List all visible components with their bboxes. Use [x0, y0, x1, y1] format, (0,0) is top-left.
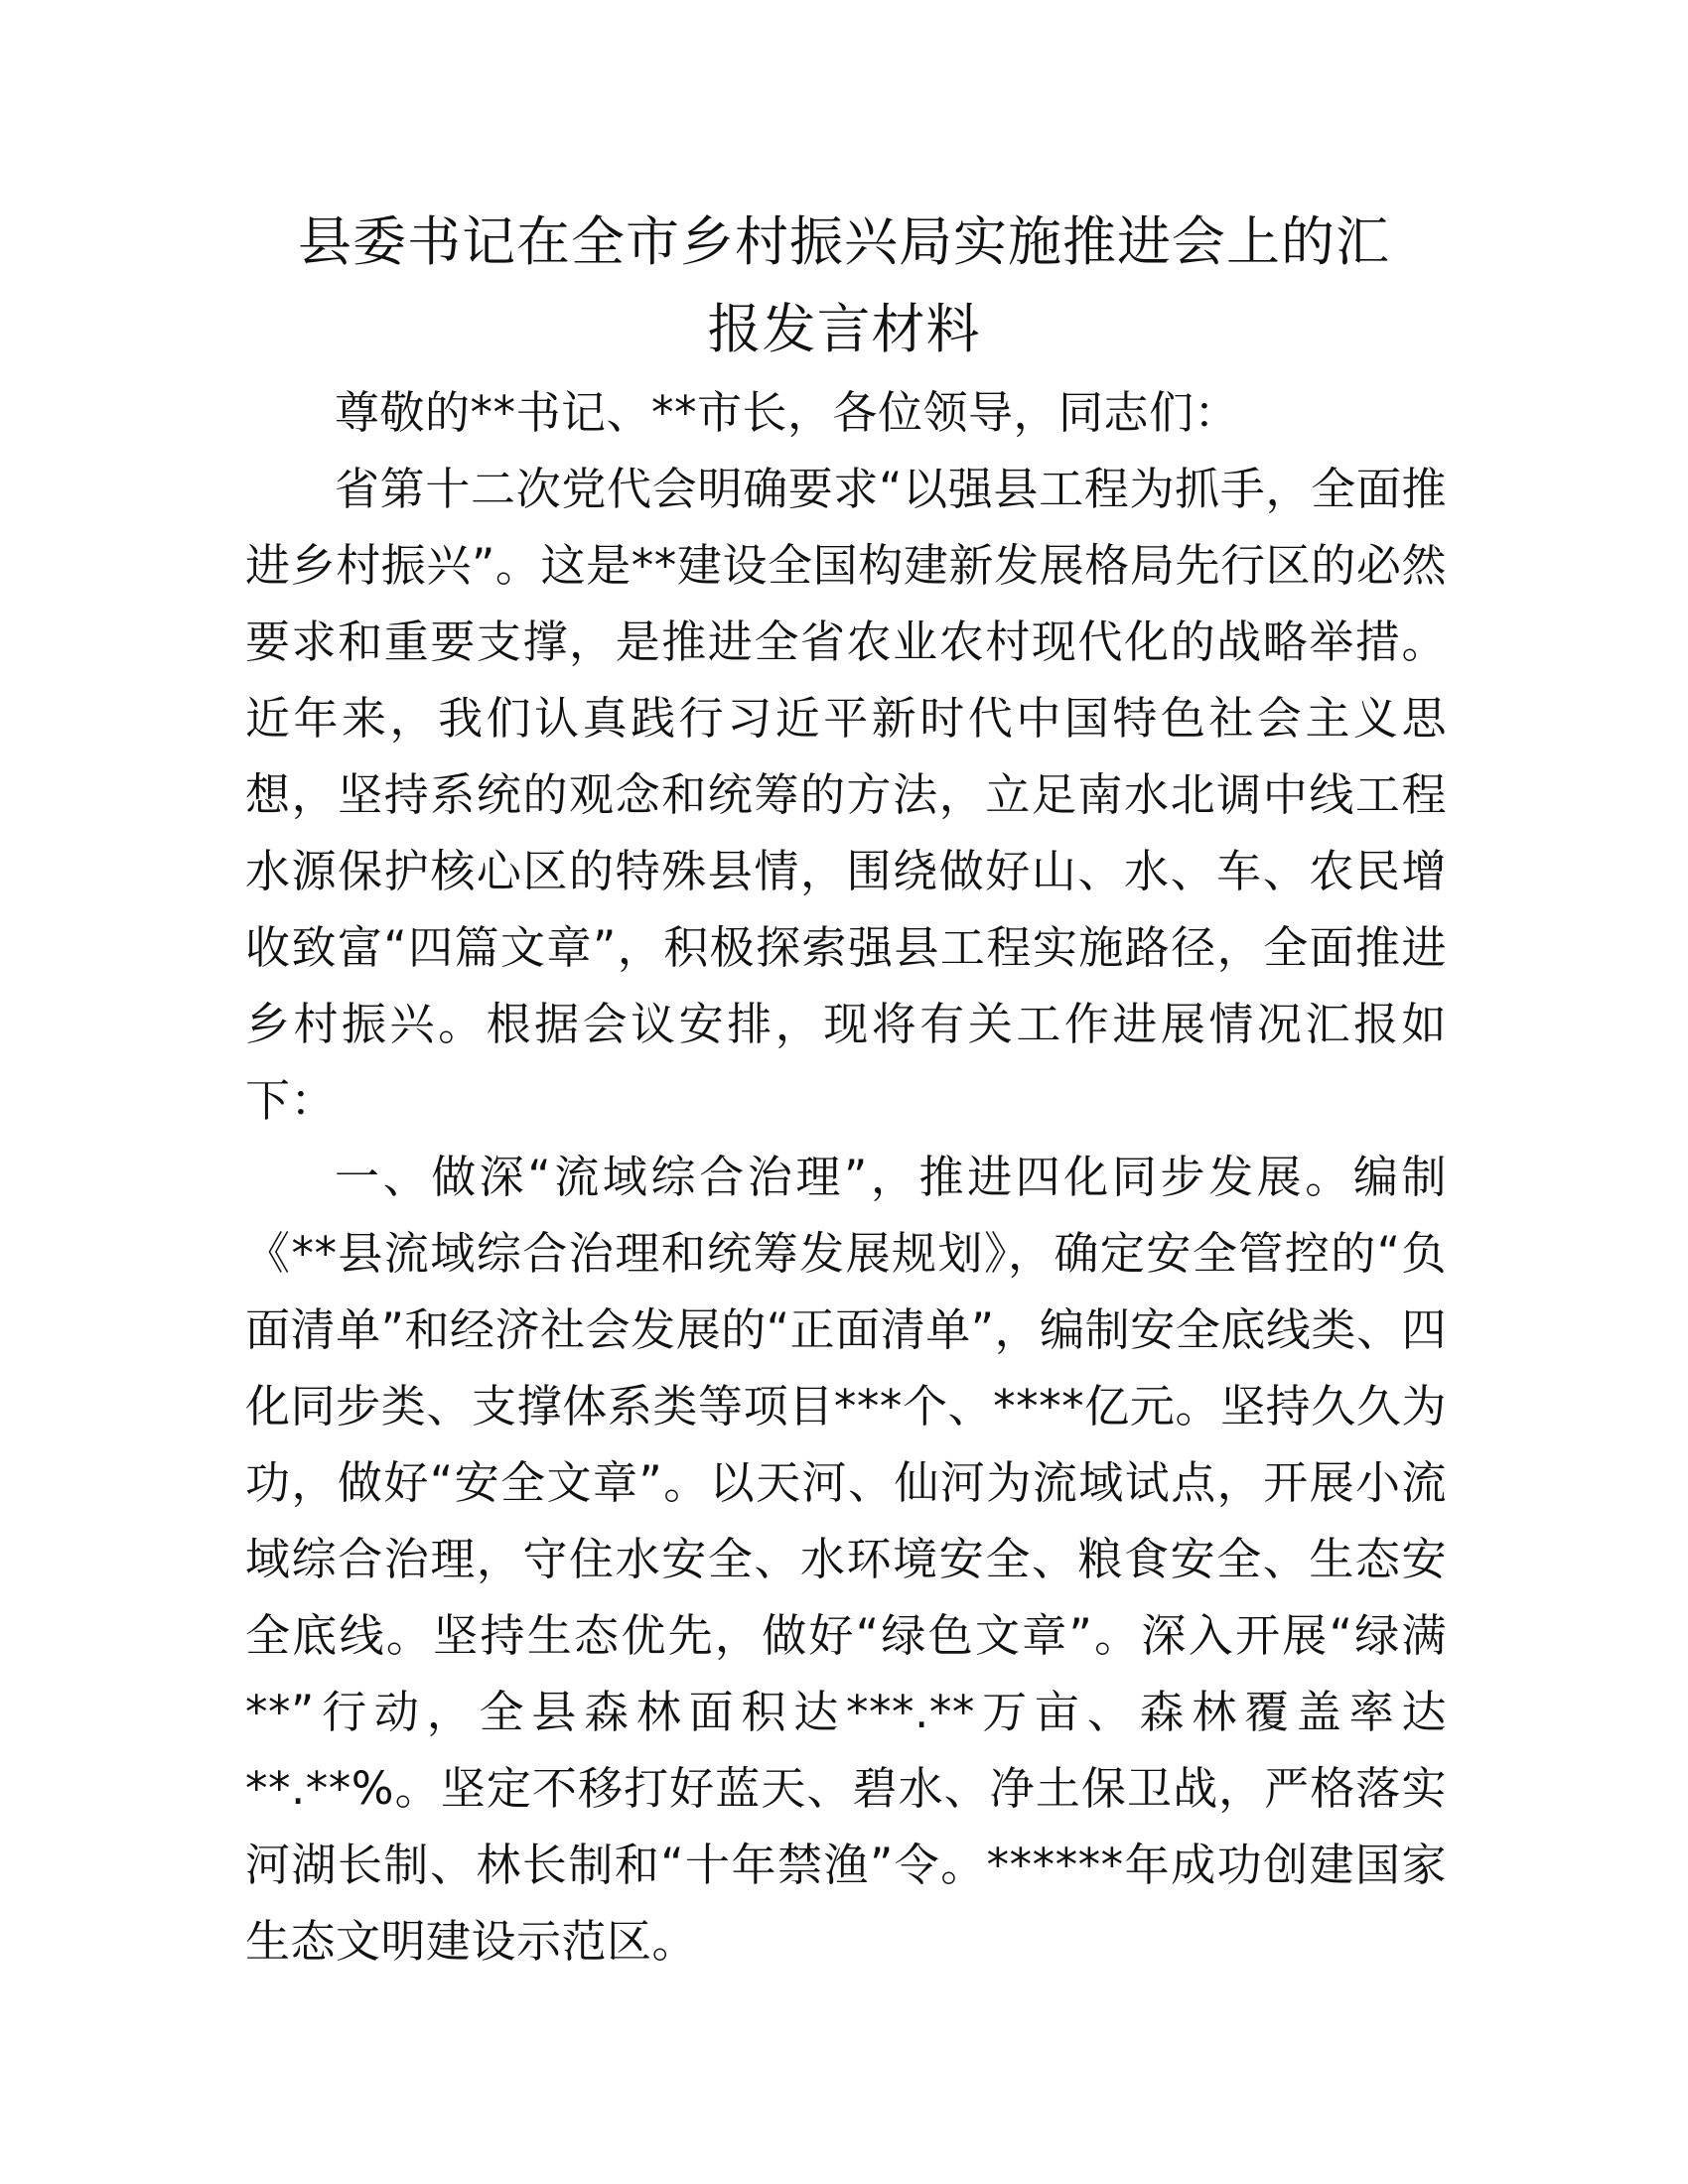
paragraph-intro: 省第十二次党代会明确要求“以强县工程为抓手，全面推进乡村振兴”。这是**建设全国构建新发展格局先行区的必然要求和重要支撑，是推进全省农业农村现代化的战略举措。近年来，我们认真践行习近平新时代中国特色社会主义思想，坚持系统的观念和统筹的方法，立足南水北调中线工程水源保护核心区的特殊县情，围绕做好山、水、车、农民增收致富“四篇文章”，积极探索强县工程实施路径，全面推进乡村振兴。根据会议安排，现将有关工作进展情况汇报如下：: [245, 463, 1447, 1127]
title-line-2: 报发言材料: [707, 298, 981, 360]
salutation: 尊敬的**书记、**市长，各位领导，同志们：: [335, 386, 1240, 439]
paragraph-section-one: 一、做深“流域综合治理”，推进四化同步发展。编制《**县流域综合治理和统筹发展规划》，确定安全管控的“负面清单”和经济社会发展的“正面清单”，编制安全底线类、四化同步类、支撑体系类等项目***个、****亿元。坚持久久为功，做好“安全文章”。以天河、仙河为流域试点，开展小流域综合治理，守住水安全、水环境安全、粮食安全、生态安全底线。坚持生态优先，做好“绿色文章”。深入开展“绿满**”行动，全县森林面积达***.**万亩、森林覆盖率达**.**%。坚定不移打好蓝天、碧水、净土保卫战，严格落实河湖长制、林长制和“十年禁渔”令。******年成功创建国家生态文明建设示范区。: [245, 1151, 1447, 1968]
document-title: [238, 199, 1450, 373]
title-line-1: 县委书记在全市乡村振兴局实施推进会上的汇: [298, 210, 1390, 273]
document-body: [245, 374, 1447, 1979]
